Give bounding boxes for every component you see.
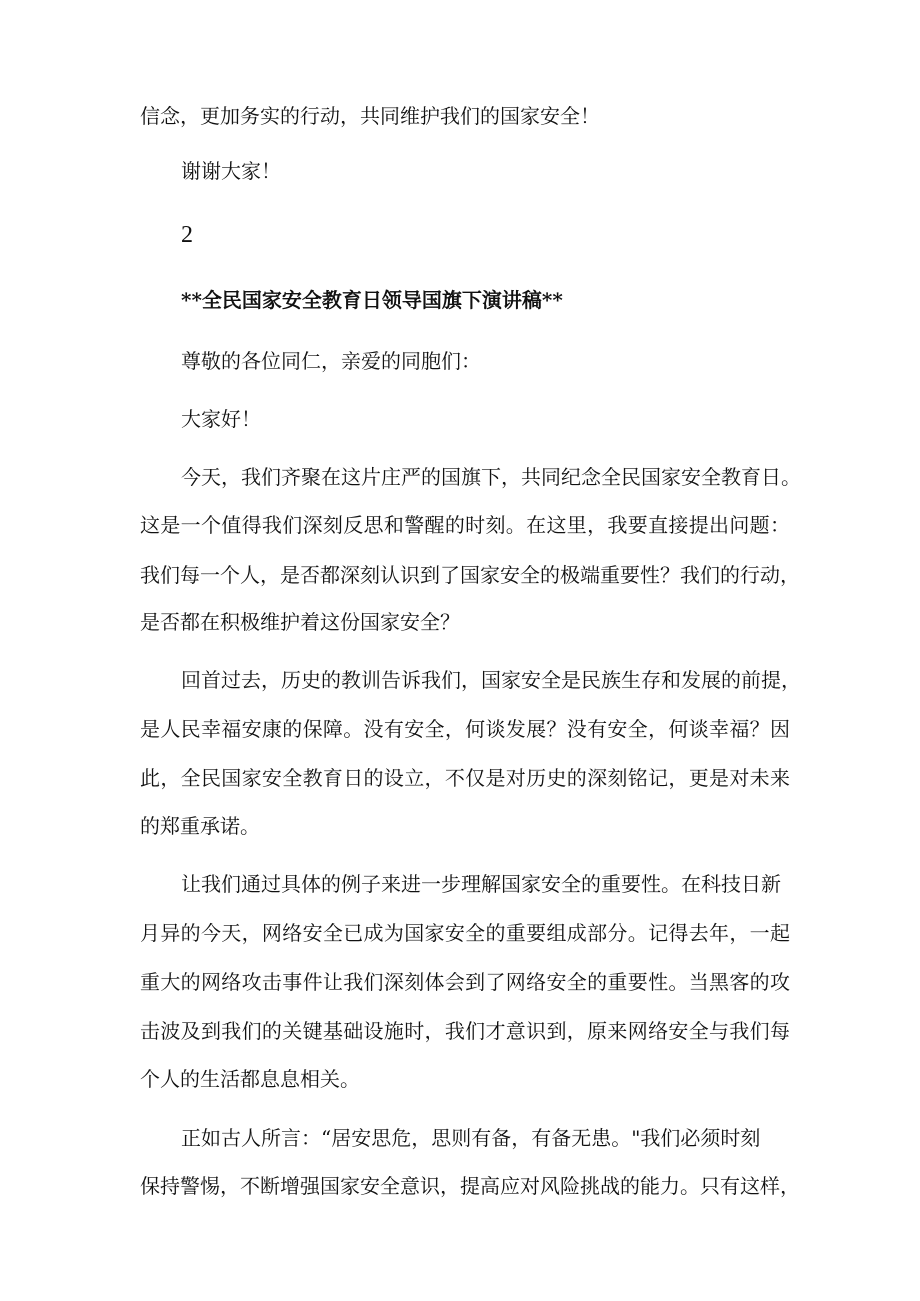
paragraph-line: 月异的今天，网络安全已成为国家安全的重要组成部分。记得去年，一起 <box>140 921 790 945</box>
paragraph-line: 重大的网络攻击事件让我们深刻体会到了网络安全的重要性。当黑客的攻 <box>140 970 790 994</box>
speech-title: **全民国家安全教育日领导国旗下演讲稿** <box>181 288 563 312</box>
salutation: 尊敬的各位同仁，亲爱的同胞们： <box>181 349 481 373</box>
paragraph-line: 此，全民国家安全教育日的设立，不仅是对历史的深刻铭记，更是对未来 <box>140 766 790 790</box>
text-line: 谢谢大家！ <box>181 159 281 183</box>
text-line: 信念，更加务实的行动，共同维护我们的国家安全！ <box>140 104 600 128</box>
paragraph-line: 我们每一个人，是否都深刻认识到了国家安全的极端重要性？我们的行动， <box>140 563 800 587</box>
paragraph-line: 回首过去，历史的教训告诉我们，国家安全是民族生存和发展的前提， <box>181 668 801 692</box>
paragraph-line: 正如古人所言：“居安思危，思则有备，有备无患。"我们必须时刻 <box>181 1126 761 1150</box>
paragraph-line: 保持警惕，不断增强国家安全意识，提高应对风险挑战的能力。只有这样， <box>140 1174 800 1198</box>
paragraph-line: 让我们通过具体的例子来进一步理解国家安全的重要性。在科技日新 <box>181 872 781 896</box>
greeting: 大家好！ <box>181 407 261 431</box>
paragraph-line: 的郑重承诺。 <box>140 814 260 838</box>
paragraph-line: 今天，我们齐聚在这片庄严的国旗下，共同纪念全民国家安全教育日。 <box>181 465 801 489</box>
paragraph-line: 个人的生活都息息相关。 <box>140 1067 360 1091</box>
paragraph-line: 是人民幸福安康的保障。没有安全，何谈发展？没有安全，何谈幸福？因 <box>140 717 790 741</box>
paragraph-line: 是否都在积极维护着这份国家安全？ <box>140 610 460 634</box>
paragraph-line: 这是一个值得我们深刻反思和警醒的时刻。在这里，我要直接提出问题： <box>140 513 790 537</box>
page-number: 2 <box>181 222 193 248</box>
paragraph-line: 击波及到我们的关键基础设施时，我们才意识到，原来网络安全与我们每 <box>140 1019 790 1043</box>
